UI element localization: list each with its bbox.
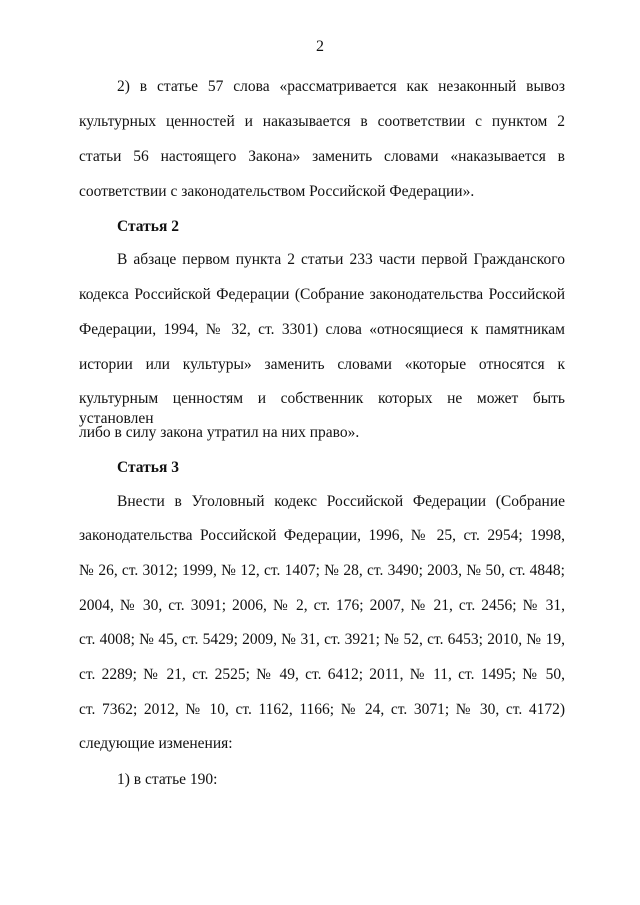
paragraph-line: ст. 2289; № 21, ст. 2525; № 49, ст. 6412; 2011, № 11, ст. 1495; № 50,	[79, 666, 565, 683]
page-number: 2	[316, 38, 324, 55]
paragraph-line: № 26, ст. 3012; 1999, № 12, ст. 1407; № 28, ст. 3490; 2003, № 50, ст. 4848;	[79, 562, 565, 579]
paragraph-line: соответствии с законодательством Российской Федерации».	[79, 183, 475, 200]
paragraph-line: статьи 56 настоящего Закона» заменить словами «наказывается в	[79, 148, 565, 165]
paragraph-line: культурных ценностей и наказывается в соответствии с пунктом 2	[79, 113, 565, 130]
article-3-heading: Статья 3	[117, 459, 179, 476]
article-2-heading: Статья 2	[117, 218, 179, 235]
paragraph-line: Федерации, 1994, № 32, ст. 3301) слова «относящиеся к памятникам	[79, 321, 565, 338]
paragraph-line: культурным ценностям и собственник которых не может быть установлен	[79, 390, 565, 427]
paragraph-line: 2004, № 30, ст. 3091; 2006, № 2, ст. 176; 2007, № 21, ст. 2456; № 31,	[79, 597, 565, 614]
paragraph-line: 2) в статье 57 слова «рассматривается как незаконный вывоз	[117, 78, 565, 95]
paragraph-line: кодекса Российской Федерации (Собрание законодательства Российской	[79, 286, 565, 303]
paragraph-line: В абзаце первом пункта 2 статьи 233 части первой Гражданского	[117, 251, 565, 268]
paragraph-line: ст. 7362; 2012, № 10, ст. 1162, 1166; № 24, ст. 3071; № 30, ст. 4172)	[79, 701, 565, 718]
paragraph-line: законодательства Российской Федерации, 1996, № 25, ст. 2954; 1998,	[79, 527, 565, 544]
paragraph-line: ст. 4008; № 45, ст. 5429; 2009, № 31, ст. 3921; № 52, ст. 6453; 2010, № 19,	[79, 631, 565, 648]
paragraph-line: либо в силу закона утратил на них право».	[79, 424, 360, 441]
paragraph-line: следующие изменения:	[79, 735, 233, 752]
paragraph-line: истории или культуры» заменить словами «которые относятся к	[79, 356, 565, 373]
paragraph-line: Внести в Уголовный кодекс Российской Федерации (Собрание	[117, 493, 565, 510]
list-item: 1) в статье 190:	[117, 771, 218, 788]
